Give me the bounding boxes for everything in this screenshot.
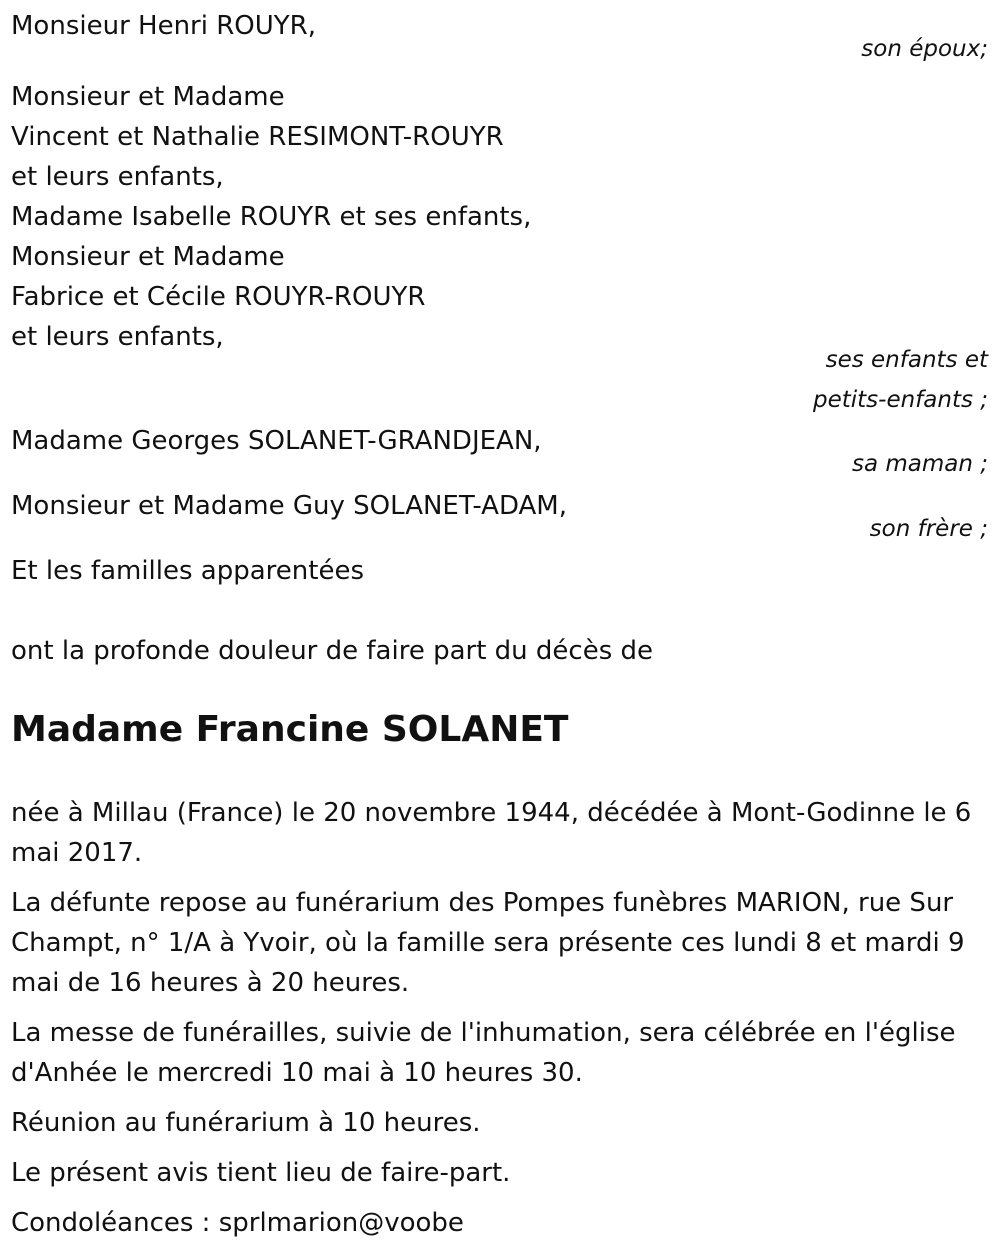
birth-death-paragraph: née à Millau (France) le 20 novembre 1944, décédée à Mont-Godinne le 6 mai 2017. (11, 798, 972, 868)
meeting-paragraph: Réunion au funérarium à 10 heures. (11, 1108, 481, 1138)
obituary-notice (0, 6, 1000, 1254)
relation-label: ses enfants et (825, 347, 988, 373)
relation-label: son époux; (861, 36, 988, 62)
family-line: Monsieur et Madame Guy SOLANET-ADAM, (11, 491, 567, 521)
relation-label: petits-enfants ; (812, 387, 988, 413)
family-line: Madame Georges SOLANET-GRANDJEAN, (11, 426, 542, 456)
family-line: Monsieur et Madame (11, 82, 285, 112)
family-line: Et les familles apparentées (11, 556, 365, 586)
family-line: Monsieur et Madame (11, 242, 285, 272)
family-group-relatives (11, 551, 990, 591)
family-group-children (11, 77, 990, 420)
family-line: Madame Isabelle ROUYR et ses enfants, (11, 202, 532, 232)
family-line: et leurs enfants, (11, 162, 224, 192)
family-line: et leurs enfants, (11, 322, 224, 352)
deceased-name: Madame Francine SOLANET (11, 709, 569, 750)
visitation-paragraph: La défunte repose au funérarium des Pompes funèbres MARION, rue Sur Champt, n° 1/A à Yvoir, où la famille sera présente ces lundi 8 et mardi 9 mai de 16 heures à 20 heures. (11, 888, 965, 998)
family-line: Fabrice et Cécile ROUYR-ROUYR (11, 282, 426, 312)
announcement-line: ont la profonde douleur de faire part du décès de (11, 636, 654, 666)
funeral-paragraph: La messe de funérailles, suivie de l'inhumation, sera célébrée en l'église d'Anhée le mercredi 10 mai à 10 heures 30. (11, 1018, 956, 1088)
family-group-mother (11, 421, 990, 484)
family-group-brother (11, 486, 990, 549)
family-line: Vincent et Nathalie RESIMONT-ROUYR (11, 122, 504, 152)
relation-label: sa maman ; (851, 451, 988, 477)
family-group-spouse (11, 6, 990, 69)
relation-label: son frère ; (869, 516, 988, 542)
family-line: Monsieur Henri ROUYR, (11, 11, 316, 41)
notice-paragraph: Le présent avis tient lieu de faire-part. (11, 1158, 511, 1188)
condolences-paragraph: Condoléances : sprlmarion@voobe (11, 1208, 464, 1238)
